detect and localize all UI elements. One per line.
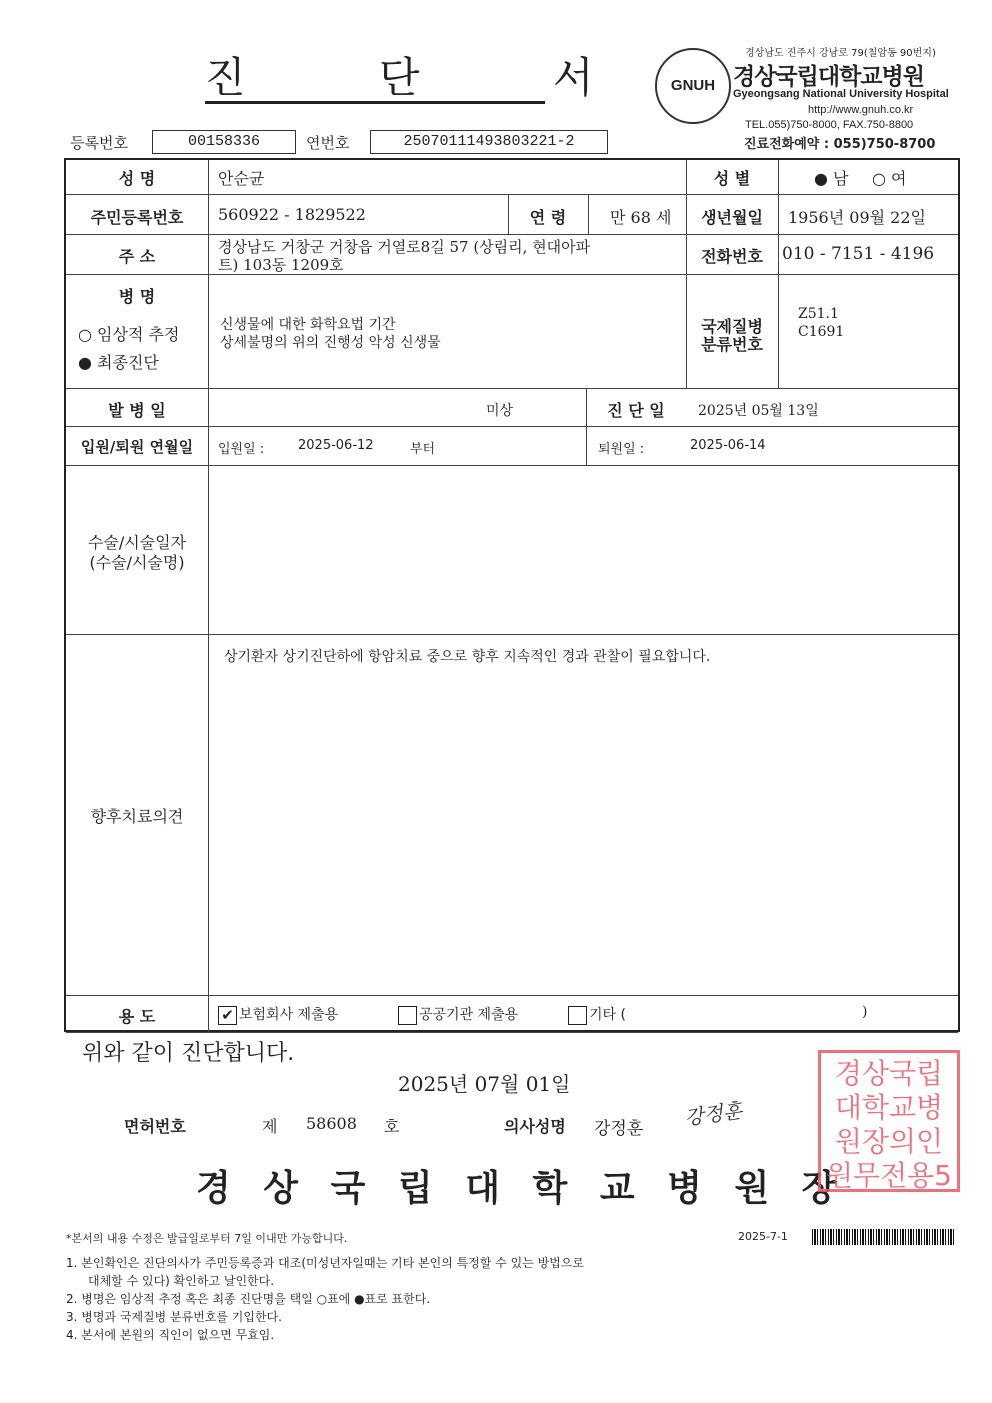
admission-out-label: 퇴원일 : [598, 442, 645, 457]
license-suffix: 호 [384, 1117, 400, 1136]
diagnosis-date-label: 진 단 일 [607, 401, 665, 420]
official-seal-stamp: 경상국립 대학교병 원장의인 원무전용5 [818, 1050, 960, 1192]
footer-issue-date: 2025-7-1 [738, 1230, 788, 1243]
dob-label: 생년월일 [701, 208, 763, 227]
footer-note-4: 4. 본서에 본원의 직인이 없으면 무효임. [66, 1328, 275, 1342]
diagnosis-line-1: 신생물에 대한 화학요법 기간 [220, 317, 396, 333]
age-label: 연 령 [529, 208, 567, 227]
admission-in-label: 입원일 : [218, 442, 265, 457]
icd-label-1: 국제질병 [701, 317, 763, 336]
purpose-option-other[interactable]: 기타 ( [568, 1004, 626, 1025]
onset-label: 발 병 일 [108, 401, 166, 420]
hospital-director: 경 상 국 립 대 학 교 병 원 장 [196, 1167, 847, 1209]
doctor-signature: 강정훈 [682, 1098, 744, 1130]
checkbox-unchecked-icon[interactable] [568, 1006, 587, 1025]
hospital-url: http://www.gnuh.co.kr [808, 104, 914, 116]
admission-from: 부터 [410, 442, 436, 457]
doctor-label: 의사성명 [504, 1117, 566, 1136]
patient-address-line1: 경상남도 거창군 거창읍 거열로8길 57 (상림리, 현대아파 [218, 238, 591, 256]
surgery-label-1: 수술/시술일자 [87, 533, 187, 552]
serial-label: 연번호 [306, 134, 350, 152]
license-label: 면허번호 [124, 1117, 186, 1136]
sex-male-option: ● 남 [814, 169, 849, 188]
diagnosis-line-2: 상세불명의 위의 진행성 악성 신생물 [220, 335, 441, 351]
patient-name: 안순균 [218, 169, 265, 188]
document-title: 진 단 서 [205, 45, 545, 104]
footer-note-2: 2. 병명은 임상적 추정 혹은 최종 진단명을 택일 ○표에 ●표로 표한다. [66, 1292, 431, 1306]
diagnosis-form [64, 158, 960, 1032]
rrn-label: 주민등록번호 [90, 208, 184, 227]
statement: 위와 같이 진단합니다. [82, 1041, 295, 1066]
hospital-reservation: 진료전화예약 : 055)750-8700 [744, 137, 936, 152]
hospital-address: 경상남도 진주시 강남로 79(칠암동 90번지) [745, 48, 936, 59]
purpose-option-public[interactable]: 공공기관 제출용 [398, 1004, 518, 1025]
serial-number: 25070111493803221-2 [370, 130, 608, 154]
name-label: 성 명 [118, 169, 156, 188]
patient-phone: 010 - 7151 - 4196 [782, 244, 935, 264]
option-clinical-estimate: ○ 임상적 추정 [78, 325, 180, 344]
barcode [812, 1229, 954, 1245]
icd-code-1: Z51.1 [798, 306, 839, 322]
admission-label: 입원/퇴원 연월일 [80, 438, 194, 456]
patient-address-line2: 트) 103동 1209호 [218, 256, 344, 274]
sex-label: 성 별 [713, 169, 751, 188]
hospital-logo: GNUH [655, 48, 731, 124]
footer-note-3: 3. 병명과 국제질병 분류번호를 기입한다. [66, 1310, 282, 1324]
hospital-name: 경상국립대학교병원 [733, 64, 924, 90]
onset-value: 미상 [486, 403, 514, 419]
license-number: 58608 [306, 1114, 357, 1133]
opinion-label: 향후치료의견 [90, 807, 184, 826]
address-label: 주 소 [118, 247, 156, 266]
admission-in-date: 2025-06-12 [298, 438, 374, 453]
purpose-label: 용 도 [118, 1007, 156, 1026]
footer-top-note: *본서의 내용 수정은 발급일로부터 7일 이내만 가능합니다. [66, 1232, 348, 1245]
reg-label: 등록번호 [70, 134, 128, 152]
checkbox-checked-icon[interactable]: ✔ [218, 1006, 237, 1025]
footer-note-1a: 1. 본인확인은 진단의사가 주민등록증과 대조(미성년자일때는 기타 본인의 특정할 수 있는 방법으로 [66, 1256, 584, 1270]
footer-note-1b: 대체할 수 있다) 확인하고 날인한다. [88, 1274, 275, 1288]
icd-label-2: 분류번호 [701, 335, 763, 354]
patient-age: 만 68 세 [610, 208, 672, 227]
license-prefix: 제 [262, 1117, 278, 1136]
patient-rrn: 560922 - 1829522 [218, 205, 366, 224]
reg-number: 00158336 [152, 130, 296, 154]
diagnosis-date: 2025년 05월 13일 [698, 403, 819, 419]
surgery-label-2: (수술/시술명) [89, 553, 185, 572]
doctor-name: 강정훈 [594, 1119, 644, 1139]
diagnosis-label: 병 명 [118, 287, 156, 306]
option-final-diagnosis: ● 최종진단 [78, 353, 159, 372]
hospital-name-en: Gyeongsang National University Hospital [733, 88, 949, 100]
patient-dob: 1956년 09월 22일 [788, 208, 926, 227]
checkbox-unchecked-icon[interactable] [398, 1006, 417, 1025]
hospital-tel: TEL.055)750-8000, FAX.750-8800 [745, 119, 914, 131]
opinion-text: 상기환자 상기진단하에 항암치료 중으로 향후 지속적인 경과 관찰이 필요합니다. [224, 649, 711, 665]
admission-out-date: 2025-06-14 [690, 438, 766, 453]
phone-label: 전화번호 [701, 247, 763, 266]
purpose-option-insurance[interactable]: ✔ 보험회사 제출용 [218, 1004, 338, 1025]
issue-date: 2025년 07월 01일 [398, 1072, 571, 1096]
purpose-other-close: ) [862, 1004, 868, 1020]
icd-code-2: C1691 [798, 324, 845, 340]
sex-female-option: ○ 여 [872, 169, 907, 188]
